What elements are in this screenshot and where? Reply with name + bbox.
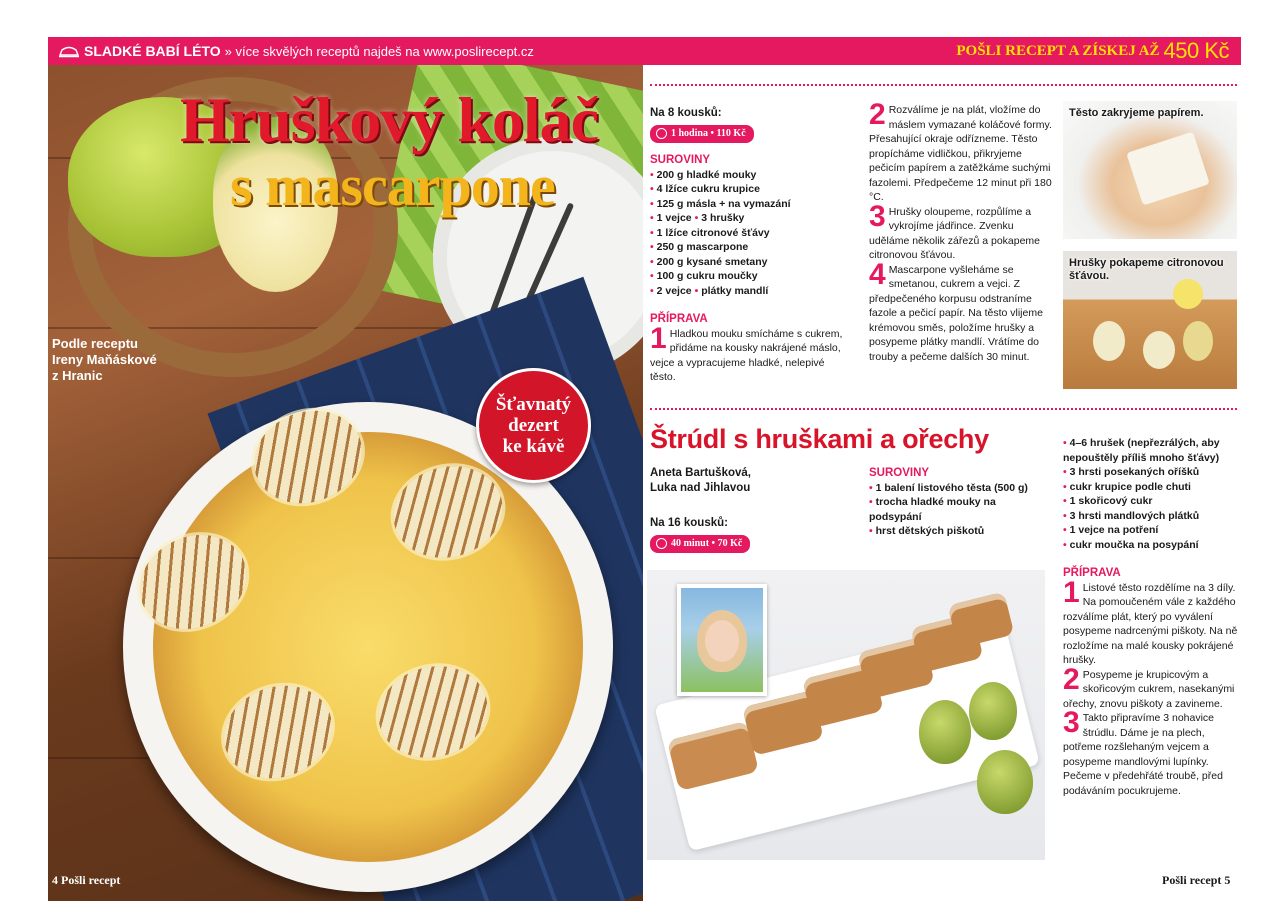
recipe2-step-3: 3 Takto připravíme 3 nohavice štrúdlu. Dáme je na plech, potřeme rozšlehaným vejcem a posypeme mandlovými lupínky. Pečeme v předehřáté troubě, před podáváním pocukrujeme. — [1063, 706, 1223, 797]
badge-line: ke kávě — [502, 436, 565, 457]
ingredient-item: • 3 hrsti mandlových plátků — [1063, 509, 1200, 522]
recipe1-portions: Na 8 kousků: — [650, 107, 722, 119]
recipe1-ingredients-heading: SUROVINY — [650, 154, 711, 166]
pear — [919, 700, 971, 764]
author-face — [705, 620, 739, 662]
header-section-name: SLADKÉ BABÍ LÉTO — [84, 43, 221, 59]
pear — [969, 682, 1017, 740]
ingredient-item: • 250 g mascarpone — [650, 241, 749, 253]
page-folio-left: 4 Pošli recept — [52, 873, 121, 887]
header-promo-amount: 450 Kč — [1163, 38, 1229, 63]
recipe2-step-1: 1 Listové těsto rozdělíme na 3 díly. Na pomoučeném vále z každého rozválíme plát, který po vyválení posypeme nadrcenými piškoty. Na ně rozložíme na malé kousky pokrájené hrušky. — [1063, 575, 1238, 666]
recipe1-time-cost-pill — [650, 125, 754, 144]
step-photo-pears — [1063, 251, 1237, 389]
ingredient-item: • 125 g másla + na vymazání — [650, 197, 791, 210]
baking-paper — [1126, 132, 1210, 206]
ingredient-item: • 1 vejce • 3 hrušky — [650, 212, 745, 224]
ingredient-item: • cukr moučka na posypání — [1063, 538, 1199, 551]
header-promo-text: POŠLI RECEPT A ZÍSKEJ AŽ — [956, 42, 1160, 59]
dotted-divider — [650, 408, 1237, 410]
recipe1-title-line2: s mascarpone — [230, 153, 555, 218]
recipe1-step-3: 3 Hrušky oloupeme, rozpůlíme a vykrojíme jádřince. Zvenku uděláme několik zářezů a pokapeme citronovou šťávou. — [869, 199, 1041, 261]
ingredient-item: • 1 balení listového těsta (500 g) — [869, 481, 1028, 494]
ingredient-item: • 1 lžíce citronové šťávy — [650, 226, 770, 239]
recipe1-step-4: 4 Mascarpone vyšleháme se smetanou, cukrem a vejci. Z předpečeného korpusu odstraníme fazole a pečicí papír. Na těsto vlijeme krémovou směs, položíme hrušky a posypeme plátky mandlí. Vrátíme do trouby a pečeme dalších 30 minut. — [869, 257, 1043, 363]
recipe2-title: Štrúdl s hruškami a ořechy — [650, 424, 989, 454]
ingredient-item: • 2 vejce • plátky mandlí — [650, 284, 769, 297]
ingredient-item: • 100 g cukru moučky — [650, 270, 758, 282]
promo-badge — [476, 368, 591, 483]
ingredient-item: • 3 hrsti posekaných oříšků — [1063, 466, 1200, 478]
recipe1-step-2: 2 Rozválíme je na plát, vložíme do máslem vymazané koláčové formy. Přesahující okraje odřízneme. Těsto propícháme vidličkou, přikryjeme pečicím papírem a zatěžkáme suchými fazolemi. Předpečeme 12 minut při 180 °C. — [869, 98, 1052, 203]
pear-half — [1183, 321, 1213, 361]
recipe2-ingredients-b — [1063, 436, 1241, 798]
recipe1-step-1: 1 Hladkou mouku smícháme s cukrem, přidáme na kousky nakrájené máslo, vejce a vypracujeme hladké, nelepivé těsto. — [650, 321, 843, 383]
badge-line: Šťavnatý — [495, 394, 572, 415]
recipe2-time-cost: 40 minut • 70 Kč — [671, 537, 743, 549]
author-portrait — [681, 588, 763, 692]
header-bar-right — [643, 37, 1241, 65]
header-bar-left — [48, 37, 643, 65]
ingredient-item: • 4–6 hrušek (nepřezrálých, aby nepouštěly příliš mnoho šťávy) — [1063, 437, 1220, 464]
pear-half — [1143, 331, 1175, 369]
strudel-photo — [647, 570, 1045, 860]
photo-caption: Těsto zakryjeme papírem. — [1069, 107, 1204, 119]
clock-icon — [656, 128, 667, 139]
recipe2-ingredients-heading: SUROVINY — [869, 467, 930, 479]
recipe2-author — [650, 466, 751, 496]
ingredient-item: • 1 skořicový cukr — [1063, 495, 1153, 507]
recipe2-step-2: 2 Posypeme je krupicovým a skořicovým cukrem, nasekanými ořechy, znovu piškoty a zavineme. — [1063, 662, 1235, 710]
cake-icon — [58, 44, 80, 58]
recipe2-ingredients-a — [869, 466, 1039, 539]
recipe2-portions: Na 16 kousků: — [650, 517, 728, 529]
recipe1-method-column — [869, 98, 1054, 364]
ingredient-item: • cukr krupice podle chuti — [1063, 480, 1191, 493]
badge-line: dezert — [508, 415, 559, 436]
recipe2-method-heading: PŘÍPRAVA — [1063, 567, 1121, 579]
dotted-divider — [650, 84, 1237, 86]
recipe2-time-cost-pill — [650, 535, 750, 554]
recipe1-time-cost: 1 hodina • 110 Kč — [671, 127, 746, 139]
ingredient-item: • 1 vejce na potření — [1063, 524, 1159, 536]
header-website-link[interactable]: » více skvělých receptů najdeš na www.poslirecept.cz — [224, 43, 534, 59]
recipe1-method-heading: PŘÍPRAVA — [650, 313, 708, 325]
author-portrait-frame — [677, 584, 767, 696]
recipe2-author-name: Aneta Bartušková, — [650, 467, 751, 479]
ingredient-item: • 200 g hladké mouky — [650, 168, 757, 181]
photo-caption: Hrušky pokapeme citronovou šťávou. — [1069, 257, 1224, 282]
pear-tart — [153, 432, 583, 862]
lemon — [1173, 279, 1203, 309]
ingredient-item: • trocha hladké mouky na podsypání — [869, 496, 996, 523]
ingredient-item: • hrst dětských piškotů — [869, 525, 985, 537]
ingredient-item: • 200 g kysané smetany — [650, 255, 768, 268]
recipe2-author-town: Luka nad Jihlavou — [650, 482, 751, 494]
pear-half — [1093, 321, 1125, 361]
pear — [977, 750, 1033, 814]
clock-icon — [656, 538, 667, 549]
recipe2-portions-block — [650, 516, 850, 559]
recipe1-author: Podle receptu Ireny Maňáskové z Hranic — [52, 336, 157, 383]
recipe1-ingredients-column — [650, 106, 850, 385]
ingredient-item: • 4 lžíce cukru krupice — [650, 183, 760, 195]
step-photo-dough — [1063, 101, 1237, 239]
page-folio-right: Pošli recept 5 — [1162, 873, 1231, 887]
recipe1-title-line1: Hruškový koláč — [180, 84, 599, 155]
